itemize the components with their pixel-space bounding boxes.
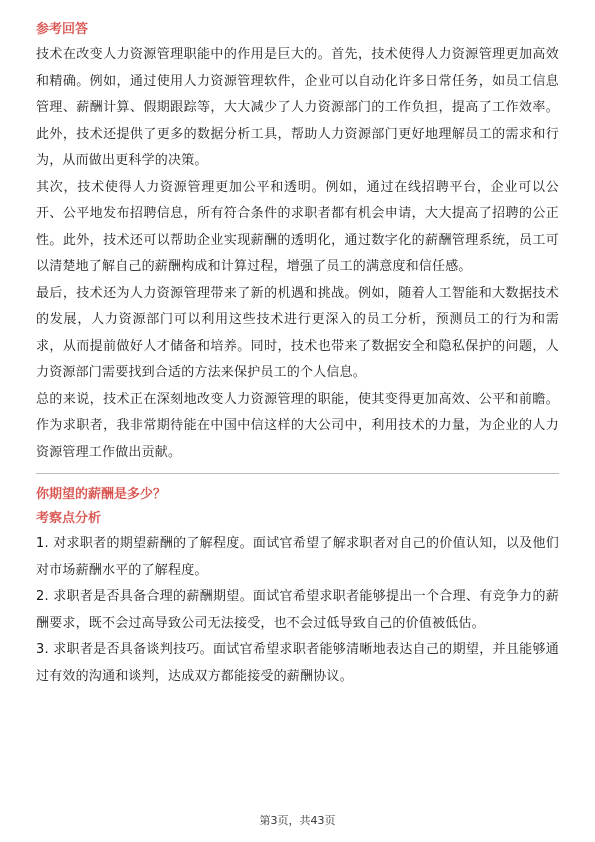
analysis-point: 3. 求职者是否具备谈判技巧。面试官希望求职者能够清晰地表达自己的期望，并且能够通过有效的沟通和谈判，达成双方都能接受的薪酬协议。 (36, 642, 559, 684)
document-page (36, 18, 559, 690)
analysis-heading: 考察点分析 (36, 511, 102, 526)
answer-paragraph: 其次，技术使得人力资源管理更加公平和透明。例如，通过在线招聘平台，企业可以公开、公平地发布招聘信息，所有符合条件的求职者都有机会申请，大大提高了招聘的公正性。此外，技术还可以帮助企业实现薪酬的透明化，通过数字化的薪酬管理系统，员工可以清楚地了解自己的薪酬构成和计算过程，增强了员工的满意度和信任感。 (36, 179, 559, 274)
answer-section (36, 18, 559, 466)
analysis-point: 2. 求职者是否具备合理的薪酬期望。面试官希望求职者能够提出一个合理、有竞争力的薪酬要求，既不会过高导致公司无法接受，也不会过低导致自己的价值被低估。 (36, 589, 559, 631)
question-title: 你期望的薪酬是多少？ (36, 487, 167, 502)
answer-paragraph: 最后，技术还为人力资源管理带来了新的机遇和挑战。例如，随着人工智能和大数据技术的发展，人力资源部门可以利用这些技术进行更深入的员工分析，预测员工的行为和需求，从而提前做好人才储备和培养。同时，技术也带来了数据安全和隐私保护的问题，人力资源部门需要找到合适的方法来保护员工的个人信息。 (36, 285, 559, 380)
answer-heading: 参考回答 (36, 22, 89, 37)
analysis-point: 1. 对求职者的期望薪酬的了解程度。面试官希望了解求职者对自己的价值认知，以及他们对市场薪酬水平的了解程度。 (36, 536, 559, 578)
page-number: 第3页，共43页 (259, 814, 336, 827)
question-section (36, 483, 559, 690)
answer-paragraph: 技术在改变人力资源管理职能中的作用是巨大的。首先，技术使得人力资源管理更加高效和精确。例如，通过使用人力资源管理软件，企业可以自动化许多日常任务，如员工信息管理、薪酬计算、假期跟踪等，大大减少了人力资源部门的工作负担，提高了工作效率。此外，技术还提供了更多的数据分析工具，帮助人力资源部门更好地理解员工的需求和行为，从而做出更科学的决策。 (36, 47, 559, 168)
section-divider (36, 473, 559, 474)
answer-paragraph: 总的来说，技术正在深刻地改变人力资源管理的职能，使其变得更加高效、公平和前瞻。作为求职者，我非常期待能在中国中信这样的大公司中，利用技术的力量，为企业的人力资源管理工作做出贡献。 (36, 391, 559, 460)
